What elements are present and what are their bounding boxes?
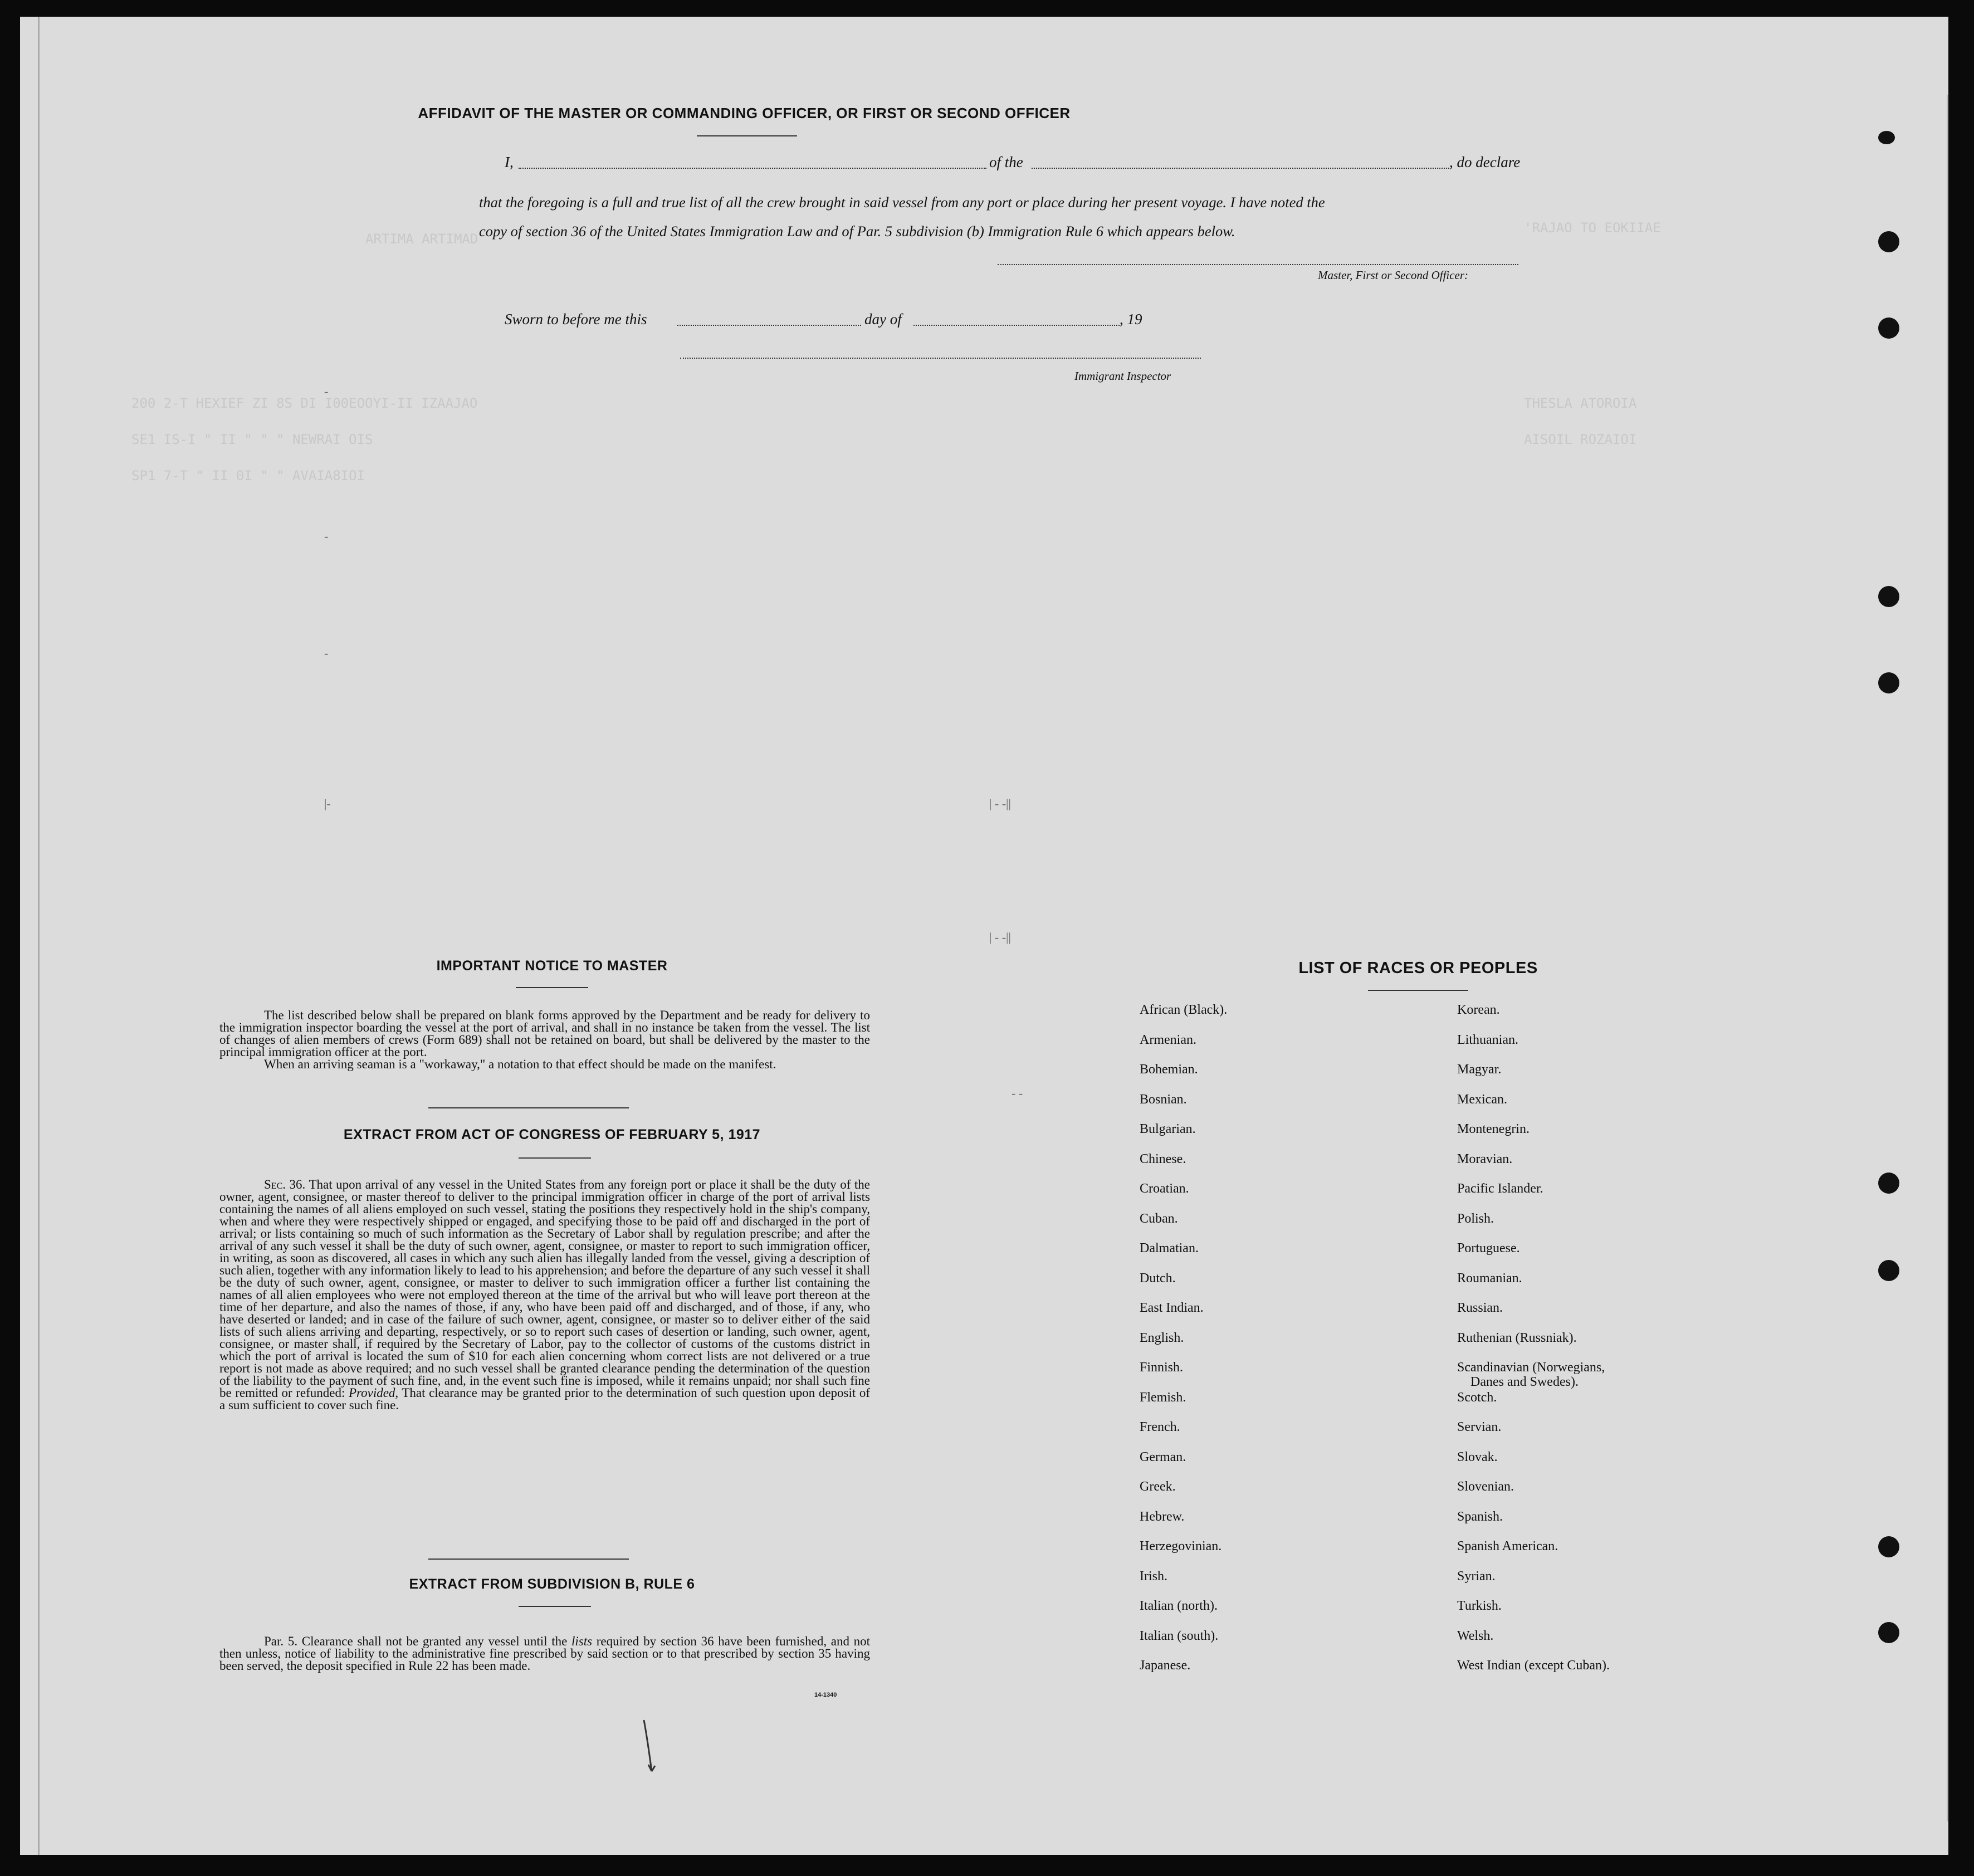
provided-word: Provided,	[348, 1386, 399, 1400]
faint-mark: -	[324, 646, 329, 660]
binder-hole-9	[1878, 131, 1895, 144]
notice-body	[219, 1009, 870, 1071]
race-item: Flemish.	[1140, 1390, 1186, 1405]
race-item: Italian (south).	[1140, 1628, 1219, 1643]
race-item: Herzegovinian.	[1140, 1539, 1222, 1553]
notice-paragraph-1: The list described below shall be prepared on blank forms approved by the Department and be ready for delivery to the immigration inspector boarding the vessel at the port of arrival, and shall in no instance be taken from the vessel. The list of changes of alien members of crews (Form 689) shall not be retained on board, but shall be delivered by the master to the principal immigration officer at the port.	[219, 1008, 870, 1059]
race-item: Italian (north).	[1140, 1599, 1218, 1613]
race-item: Cuban.	[1140, 1211, 1178, 1226]
lists-word: lists	[571, 1634, 593, 1648]
faint-mark: | - -||	[989, 930, 1011, 944]
race-item: Portuguese.	[1457, 1241, 1520, 1255]
race-item: Polish.	[1457, 1211, 1494, 1226]
sworn-prefix: Sworn to before me this	[505, 311, 647, 328]
race-item: Irish.	[1140, 1569, 1167, 1584]
par-5-text-b: required by section 36 have been furnished, and not then unless, notice of liability to the administrative fine prescribed by said section or to that prescribed by section 35 having been served, the deposit specified in Rule 22 has been made.	[219, 1634, 871, 1673]
faint-mark: -	[324, 529, 329, 543]
race-item: English.	[1140, 1330, 1184, 1345]
race-item: Armenian.	[1140, 1032, 1196, 1047]
bleed-through-text: SE1 IS-I " II " " " NEWRAI OIS	[131, 432, 373, 447]
declarant-label: I,	[505, 154, 514, 170]
bleed-through-text: 'RAJAO TO EOKIIAE	[1524, 220, 1661, 236]
binder-hole-6	[1878, 1260, 1899, 1281]
race-item: Lithuanian.	[1457, 1032, 1518, 1047]
race-item: Mexican.	[1457, 1092, 1507, 1107]
race-item: Korean.	[1457, 1003, 1500, 1017]
races-column-2	[1457, 1003, 1610, 1688]
vessel-of-label: of the	[989, 154, 1023, 170]
binder-hole-8	[1878, 1622, 1899, 1643]
race-item: West Indian (except Cuban).	[1457, 1658, 1610, 1673]
race-item: Ruthenian (Russniak).	[1457, 1330, 1577, 1345]
notice-title: IMPORTANT NOTICE TO MASTER	[436, 958, 668, 974]
race-item: Chinese.	[1140, 1151, 1186, 1166]
sworn-day-label: day of	[864, 311, 902, 328]
race-item: Bohemian.	[1140, 1062, 1198, 1077]
extract-rule-body	[219, 1635, 870, 1672]
race-item: Servian.	[1457, 1420, 1502, 1434]
vessel-name-field[interactable]	[1032, 168, 1449, 169]
extract-act-title: EXTRACT FROM ACT OF CONGRESS OF FEBRUARY 5, 1917	[343, 1127, 761, 1142]
master-signature-label: Master, First or Second Officer:	[1318, 268, 1469, 282]
race-item: Turkish.	[1457, 1599, 1502, 1613]
race-item: Bosnian.	[1140, 1092, 1187, 1107]
bleed-through-text: THESLA ATOROIA	[1524, 395, 1637, 411]
race-item: Dutch.	[1140, 1271, 1176, 1286]
binder-hole-2	[1878, 317, 1899, 339]
form-page	[20, 17, 1948, 1855]
faint-mark: |-	[324, 797, 331, 810]
divider	[428, 1107, 629, 1108]
race-item: French.	[1140, 1420, 1180, 1434]
race-item: Magyar.	[1457, 1062, 1502, 1077]
bleed-through-text: AISOIL ROZAIOI	[1524, 432, 1637, 447]
race-item: Japanese.	[1140, 1658, 1191, 1673]
sworn-day-field[interactable]	[677, 325, 861, 326]
divider	[428, 1559, 629, 1560]
affidavit-line-2: that the foregoing is a full and true list of all the crew brought in said vessel from any port or place during her present voyage. I have noted the	[479, 194, 1325, 211]
affidavit-line-1	[505, 146, 514, 178]
race-item: Russian.	[1457, 1301, 1503, 1315]
affidavit-title: AFFIDAVIT OF THE MASTER OR COMMANDING OFFICER, OR FIRST OR SECOND OFFICER	[418, 105, 1071, 121]
race-item: Roumanian.	[1457, 1271, 1522, 1286]
bleed-through-text: SP1 7-T " II 0I " " AVAIA8IOI	[131, 468, 365, 483]
race-item: Pacific Islander.	[1457, 1181, 1543, 1196]
par-5-text-a: Par. 5. Clearance shall not be granted any vessel until the	[264, 1634, 568, 1648]
races-column-1	[1140, 1003, 1227, 1688]
race-item: East Indian.	[1140, 1301, 1204, 1315]
inspector-signature-field[interactable]	[680, 358, 1201, 359]
race-item: Scandinavian (Norwegians, Danes and Swedes).	[1457, 1360, 1605, 1389]
par-5-text	[219, 1635, 870, 1672]
race-item: African (Black).	[1140, 1003, 1228, 1017]
pencil-mark	[639, 1716, 673, 1777]
extract-act-body	[219, 1179, 870, 1411]
race-item: Croatian.	[1140, 1181, 1189, 1196]
divider	[697, 135, 797, 136]
bleed-through-text: 200 2-T HEXIEF ZI 8S DI I00EOOYI-II IZAAJAO	[131, 395, 478, 411]
sworn-year-label: , 19	[1120, 311, 1142, 328]
binder-hole-4	[1878, 672, 1899, 693]
section-label: Sec. 36.	[264, 1178, 306, 1191]
race-item: Spanish.	[1457, 1509, 1503, 1524]
affidavit-line-3: copy of section 36 of the United States Immigration Law and of Par. 5 subdivision (b) Immigration Rule 6 which appears below.	[479, 223, 1235, 240]
declare-label: , do declare	[1449, 154, 1521, 170]
section-36-text	[219, 1179, 870, 1411]
race-item: Scotch.	[1457, 1390, 1497, 1405]
sworn-month-field[interactable]	[913, 325, 1120, 326]
declarant-name-field[interactable]	[519, 168, 986, 169]
form-number: 14-1340	[814, 1692, 837, 1698]
notice-paragraph-2: When an arriving seaman is a "workaway," a notation to that effect should be made on the manifest.	[264, 1057, 776, 1071]
races-title: LIST OF RACES OR PEOPLES	[1298, 959, 1538, 977]
section-body-end: That clearance may be granted prior to the determination of such question upon deposit of a sum sufficient to cover such fine.	[219, 1386, 870, 1412]
race-item: Slovak.	[1457, 1449, 1498, 1464]
extract-rule-title: EXTRACT FROM SUBDIVISION B, RULE 6	[409, 1576, 695, 1592]
race-item: Finnish.	[1140, 1360, 1184, 1375]
inspector-label: Immigrant Inspector	[1074, 369, 1171, 383]
binder-hole-3	[1878, 586, 1899, 607]
divider	[519, 1157, 591, 1159]
divider	[516, 987, 588, 988]
bleed-through-text: ARTIMA ARTIMAD	[365, 231, 478, 247]
binder-hole-7	[1878, 1536, 1899, 1557]
faint-mark: - -	[1012, 1086, 1023, 1100]
race-item: Hebrew.	[1140, 1509, 1185, 1524]
race-item: Greek.	[1140, 1479, 1176, 1494]
divider	[519, 1606, 591, 1607]
race-item: Moravian.	[1457, 1151, 1513, 1166]
master-signature-field[interactable]	[998, 264, 1518, 265]
faint-mark: -	[324, 384, 329, 398]
race-item: Slovenian.	[1457, 1479, 1514, 1494]
race-item: Bulgarian.	[1140, 1122, 1196, 1136]
race-item: Montenegrin.	[1457, 1122, 1530, 1136]
race-item: Spanish American.	[1457, 1539, 1558, 1553]
faint-mark: | - -||	[989, 797, 1011, 810]
divider	[1368, 990, 1468, 991]
race-item: Dalmatian.	[1140, 1241, 1199, 1255]
section-body: That upon arrival of any vessel in the United States from any foreign port or place it shall be the duty of the owner, agent, consignee, or master thereof to deliver to the principal immigration officer in charge of the port of arrival lists containing the names of all aliens employed on such vessel, stating the positions they respectively hold in the ship's company, when and where they were respectively shipped or engaged, and specifying those to be paid off and discharged in the port of arrival; or lists containing so much of such information as the Secretary of Labor shall by regulation prescribe; and after the arrival of any such vessel it shall be the duty of such owner, agent, consignee, or master to report to such immigration officer, in writing, as soon as discovered, all cases in which any such alien has illegally landed from the vessel, giving a description of such alien, together with any information likely to lead to his apprehension; and before the departure of any such vessel it shall be the duty of such owner, agent, consignee, or master to deliver to such immigration officer a further list containing the names of all alien employees who were not employed thereon at the time of the arrival but who will leave port thereon at the time of her departure, and also the names of those, if any, who have been paid off and discharged, and of those, if any, who have deserted or landed; and in case of the failure of such owner, agent, consignee, or master so to deliver either of the said lists of such aliens arriving and departing, respectively, or so to report such cases of desertion or landing, such owner, agent, consignee, or master shall, if required by the Secretary of Labor, pay to the collector of customs of the customs district in which the port of arrival is located the sum of $10 for each alien concerning whom correct lists are not delivered or a true report is not made as above required; and no such vessel shall be granted clearance pending the determination of the question of the liability to the payment of such fine, and, in the event such fine is imposed, while it remains unpaid; nor shall such fine be remitted or refunded:	[219, 1178, 870, 1400]
race-item: German.	[1140, 1449, 1186, 1464]
binder-hole-5	[1878, 1172, 1899, 1194]
race-item: Welsh.	[1457, 1628, 1494, 1643]
binder-hole-1	[1878, 231, 1899, 252]
race-item: Syrian.	[1457, 1569, 1496, 1584]
